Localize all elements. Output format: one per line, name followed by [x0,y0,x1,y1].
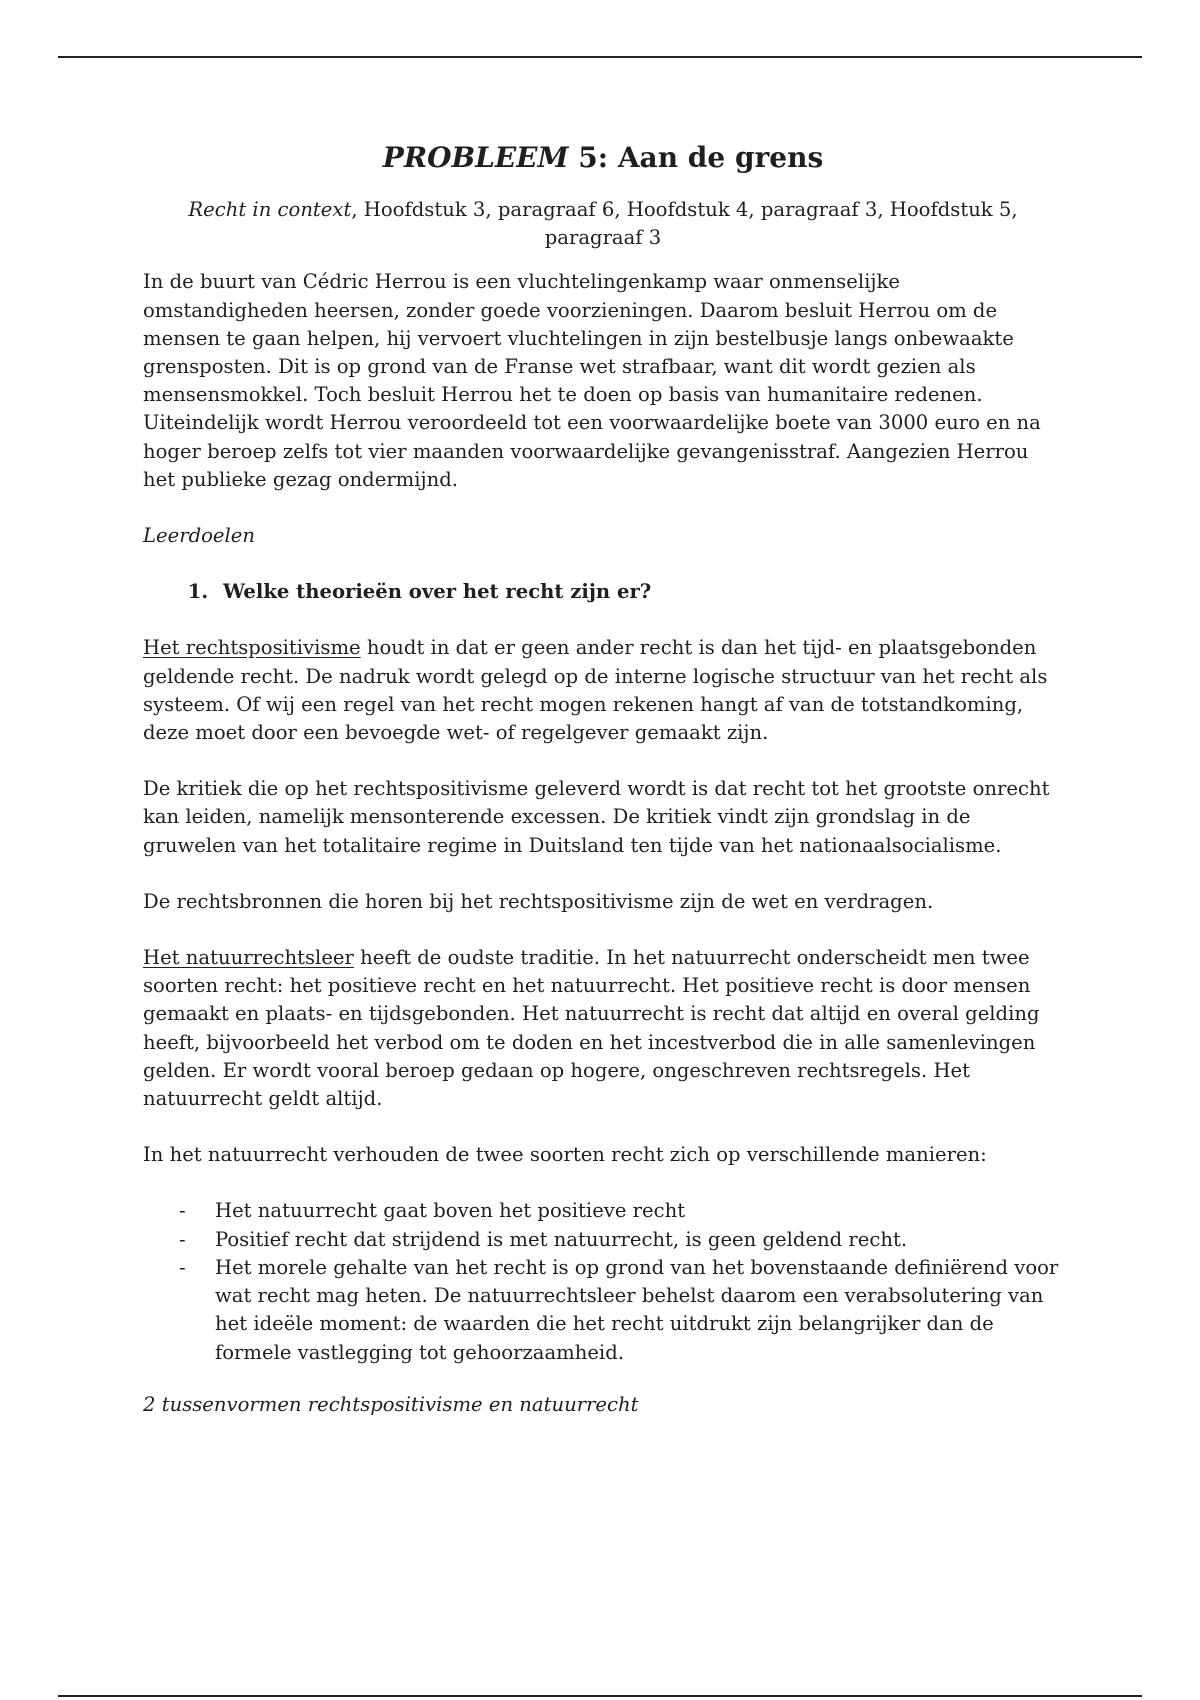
title-rest: 5: Aan de grens [568,141,824,174]
list-item: - Positief recht dat strijdend is met natuurrecht, is geen geldend recht. [215,1226,1063,1254]
list-item: - Het morele gehalte van het recht is op grond van het bovenstaande definiërend voor wat recht mag heten. De natuurrechtsleer behelst daarom een verabsolutering van het ideële moment: de waarden die het recht uitdrukt zijn belangrijker dan de formele vastlegging tot gehoorzaamheid. [215,1254,1063,1367]
intro-paragraph: In de buurt van Cédric Herrou is een vluchtelingenkamp waar onmenselijke omstandigheden heersen, zonder goede voorzieningen. Daarom besluit Herrou om de mensen te gaan helpen, hij vervoert vluchtelingen in zijn bestelbusje langs onbewaakte grensposten. Dit is op grond van de Franse wet strafbaar, want dit wordt gezien als mensensmokkel. Toch besluit Herrou het te doen op basis van humanitaire redenen. Uiteindelijk wordt Herrou veroordeeld tot een voorwaardelijke boete van 3000 euro en na hoger beroep zelfs tot vier maanden voorwaardelijke gevangenisstraf. Aangezien Herrou het publieke gezag ondermijnd. [143,270,1041,491]
leerdoelen-heading: Leerdoelen [143,524,255,548]
verhouden-paragraph: In het natuurrecht verhouden de twee soorten recht zich op verschillende manieren: [143,1143,987,1167]
top-rule [58,56,1142,58]
page-title [143,140,1063,176]
question-list [143,578,1063,606]
natuurrecht-text: heeft de oudste traditie. In het natuurrecht onderscheidt men twee soorten recht: het positieve recht en het natuurrecht. Het positieve recht is door mensen gemaakt en plaats- en tijdsgebonden. Het natuurrecht is recht dat altijd en overal gelding heeft, bijvoorbeeld het verbod om te doden en het incestverbod die in alle samenlevingen gelden. Er wordt vooral beroep gedaan op hogere, ongeschreven rechtsregels. Het natuurrecht geldt altijd. [143,946,1040,1111]
list-item: - Het natuurrecht gaat boven het positieve recht [215,1197,1063,1225]
document-page [143,140,1063,1419]
question-item: 1. Welke theorieën over het recht zijn er? [215,578,1063,606]
natuurrecht-paragraph [143,944,1063,1113]
positivisme-paragraph [143,634,1063,747]
source-reference [143,196,1063,252]
source-chapters: , Hoofdstuk 3, paragraaf 6, Hoofdstuk 4, paragraaf 3, Hoofdstuk 5, paragraaf 3 [351,198,1018,250]
source-book: Recht in context [188,198,352,221]
kritiek-paragraph: De kritiek die op het rechtspositivisme geleverd wordt is dat recht tot het grootste onrecht kan leiden, namelijk mensonterende excessen. De kritiek vindt zijn grondslag in de gruwelen van het totalitaire regime in Duitsland ten tijde van het nationaalsocialisme. [143,777,1050,857]
positivisme-text: houdt in dat er geen ander recht is dan het tijd- en plaatsgebonden geldende recht. De nadruk wordt gelegd op de interne logische structuur van het recht als systeem. Of wij een regel van het recht mogen rekenen hangt af van de totstandkoming, deze moet door een bevoegde wet- of regelgever gemaakt zijn. [143,636,1048,745]
natuurrecht-term: Het natuurrechtsleer [143,946,354,970]
subheading: 2 tussenvormen rechtspositivisme en natuurrecht [143,1392,639,1416]
bullet-list [143,1197,1063,1366]
positivisme-term: Het rechtspositivisme [143,636,361,660]
bottom-rule [58,1695,1142,1697]
title-italic: PROBLEEM [382,141,569,174]
bronnen-paragraph: De rechtsbronnen die horen bij het rechtspositivisme zijn de wet en verdragen. [143,889,934,913]
